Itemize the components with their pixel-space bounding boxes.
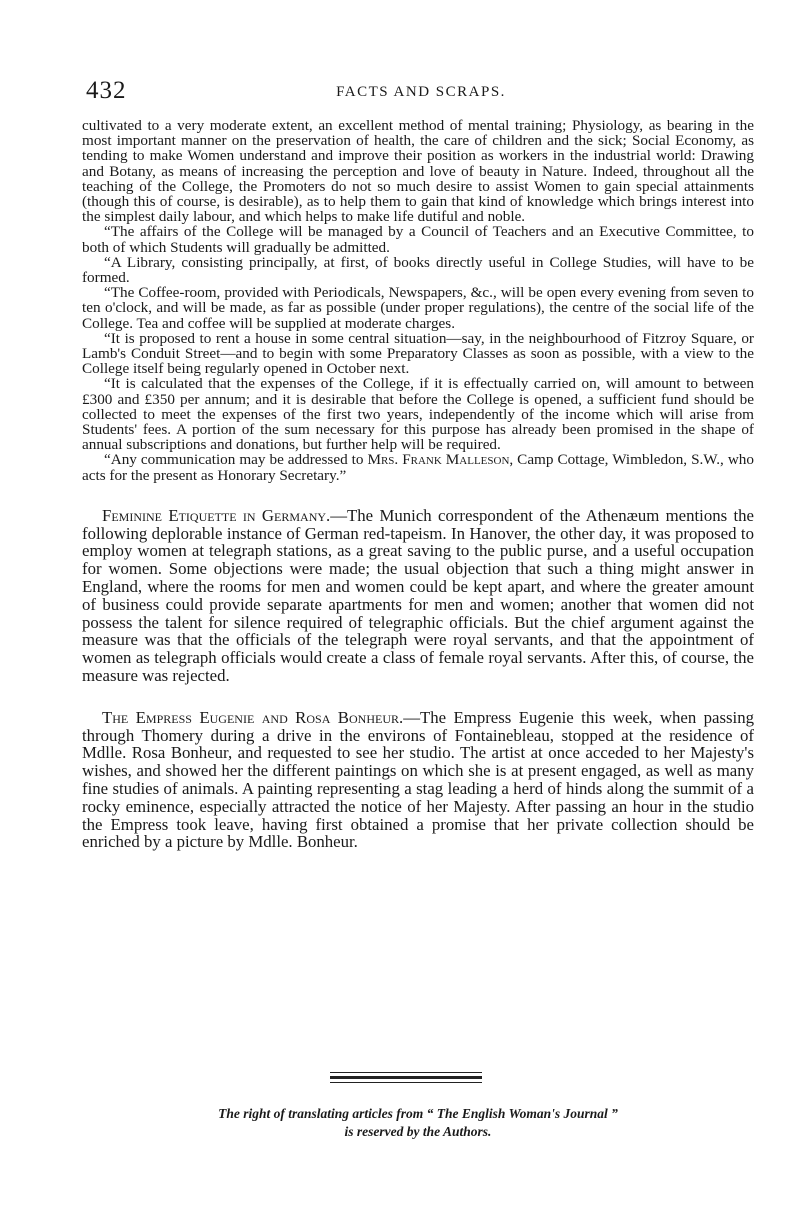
rule-line xyxy=(330,1082,482,1083)
paragraph: “It is proposed to rent a house in some central situation—say, in the neighbourhood of Fitzroy Square, or Lamb's Conduit Street—and to begin with some Preparatory Classes as soon as possible, with a view to the College itself being regularly opened in October next. xyxy=(82,329,754,378)
paragraph: “A Library, consisting principally, at first, of books directly useful in College Studies, will have to be formed. xyxy=(82,253,754,287)
paragraph xyxy=(82,452,754,482)
bonheur-section xyxy=(82,709,754,851)
running-title: FACTS AND SCRAPS. xyxy=(336,84,506,100)
page-number: 432 xyxy=(86,77,127,104)
paragraph: cultivated to a very moderate extent, an excellent method of mental training; Physiology, as bearing in the most important manner on the preservation of health, the care of children and the sick; Social Economy, as tending to make Women understand and improve their position as workers in the industrial world: Drawing and Botany, as means of increasing the perception and love of beauty in Nature. Indeed, throughout all the teaching of the College, the Promoters do not so much desire to assist Women to gain special attainments (though this of course, is desirable), as to help them to gain that kind of knowledge which brings interest into the simplest daily labour, and which helps to make life dutiful and noble. xyxy=(82,117,754,226)
paragraph xyxy=(82,709,754,851)
paragraph-text: Camp Cottage, Wimbledon, S.W., who acts for the present as Honorary Secretary.” xyxy=(82,451,754,484)
copyright-line: is reserved by the Authors. xyxy=(344,1124,492,1139)
paragraph-text: “Any communication may be addressed to xyxy=(104,451,368,469)
section-body: —The Empress Eugenie this week, when passing through Thomery during a drive in the environs of Fontainebleau, stopped at the residence of Mdlle. Rosa Bonheur, and requested to see her studio. The artist at once acceded to her Majesty's wishes, and showed her the different paintings on which she is at present engaged, as well as many fine studies of animals. A painting representing a stag leading a herd of hinds along the summit of a rocky eminence, especially attracted the notice of her Majesty. After passing an hour in the studio the Empress took leave, having first obtained a promise that her private collection should be enriched by a picture by Mdlle. Bonheur. xyxy=(82,707,754,852)
copyright-line: The right of translating articles from “ The English Woman's Journal ” xyxy=(218,1106,618,1121)
copyright-notice xyxy=(82,1105,754,1141)
paragraph: “The Coffee-room, provided with Periodicals, Newspapers, &c., will be open every evening from seven to ten o'clock, and will be made, as far as possible (under proper regulations), the centre of the social life of the College. Tea and coffee will be supplied at moderate charges. xyxy=(82,284,754,332)
secretary-name: Mrs. Frank Malleson, xyxy=(367,451,514,469)
etiquette-section xyxy=(82,507,754,685)
article-body xyxy=(82,118,754,851)
rule-line xyxy=(330,1072,482,1073)
page-header xyxy=(86,77,756,107)
paragraph xyxy=(82,507,754,685)
section-heading: The Empress Eugenie and Rosa Bonheur. xyxy=(102,707,404,727)
rule-line xyxy=(330,1076,482,1079)
college-prospectus-extract xyxy=(82,118,754,483)
decorative-rule xyxy=(330,1072,482,1083)
section-body: —The Munich correspondent of the Athenæum mentions the following deplorable instance of German red-tapeism. In Hanover, the other day, it was proposed to employ women at telegraph stations, as a great saving to the public purse, and a useful occupation for women. Some objections were made; the usual objection that such a thing might answer in England, where the rooms for men and women could be kept apart, and where the greater amount of business could provide separate apartments for men and women; another that women did not possess the talent for silence required of telegraphic officials. But the chief argument against the measure was that the officials of the telegraph were royal servants, and that the appointment of women as telegraph officials would create a class of female royal servants. After this, of course, the measure was rejected. xyxy=(82,505,755,686)
paragraph: “The affairs of the College will be managed by a Council of Teachers and an Executive Committee, to both of which Students will gradually be admitted. xyxy=(82,223,754,256)
paragraph: “It is calculated that the expenses of the College, if it is effectually carried on, will amount to between £300 and £350 per annum; and it is desirable that before the College is opened, a sufficient fund should be collected to meet the expenses of the first two years, independently of the income which will arise from Students' fees. A portion of the sum necessary for this purpose has already been promised in the shape of annual subscriptions and donations, but further help will be required. xyxy=(82,375,754,454)
section-heading: Feminine Etiquette in Germany. xyxy=(102,505,331,525)
